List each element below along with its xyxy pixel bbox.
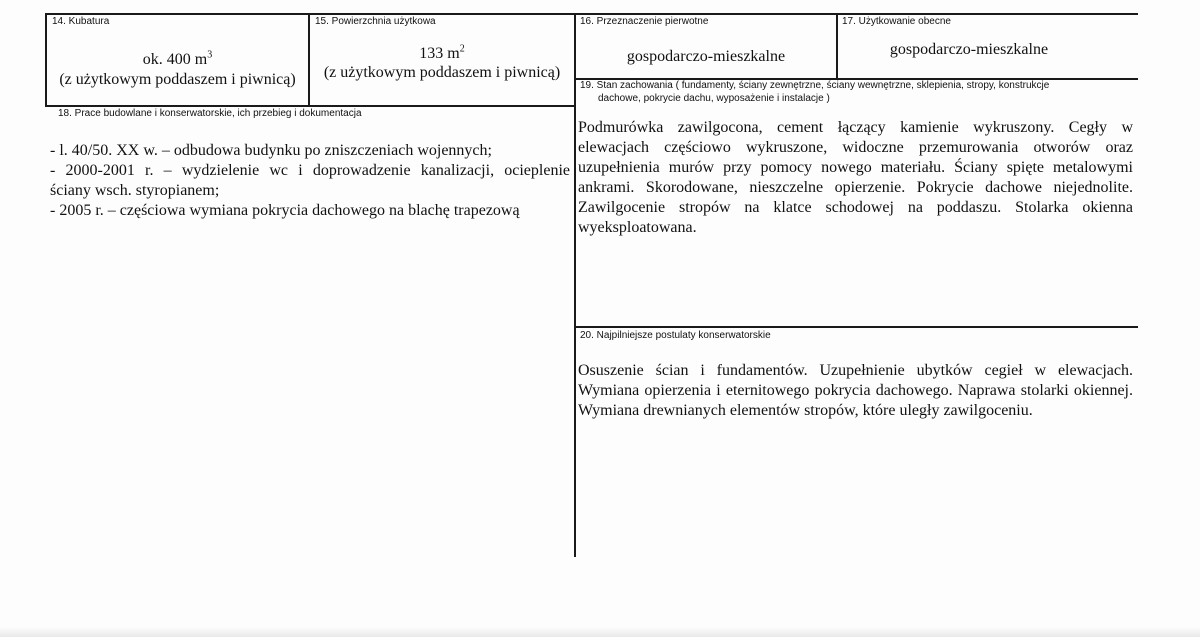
main-vertical-divider [574, 13, 576, 557]
prace-budowlane-label: 18. Prace budowlane i konserwatorskie, ich przebieg i dokumentacja [58, 108, 362, 119]
row-divider-14-18 [45, 105, 576, 107]
scan-bottom-edge [0, 627, 1200, 637]
prace-line-1: - l. 40/50. XX w. – odbudowa budynku po zniszczeniach wojennych; [50, 142, 492, 159]
postulaty-label: 20. Najpilniejsze postulaty konserwatorskie [580, 330, 771, 341]
prace-line-2: - 2000-2001 r. – wydzielenie wc i doprowadzenie kanalizacji, ocieplenie [50, 162, 570, 179]
uzytkowanie-label: 17. Użytkowanie obecne [842, 16, 951, 27]
kubatura-sup: 3 [207, 49, 213, 61]
prace-line-3: ściany wsch. styropianem; [50, 182, 220, 199]
stan-zachowania-label-1: 19. Stan zachowania ( fundamenty, ściany zewnętrzne, ściany wewnętrzne, sklepienia, stropy, konstrukcje [580, 80, 1050, 91]
kubatura-value [47, 50, 308, 70]
powierzchnia-main: 133 m [419, 45, 460, 62]
postulaty-text: Osuszenie ścian i fundamentów. Uzupełnienie ubytków cegieł w elewacjach. Wymiana opierzenia i eternitowego pokrycia dachowego. Naprawa stolarki okiennej. Wymiana drewnianych elementów stropów, które uległy zawilgoceniu. [578, 362, 1133, 419]
kubatura-label: 14. Kubatura [52, 16, 110, 27]
przeznaczenie-value: gospodarczo-mieszkalne [626, 48, 786, 65]
kubatura-main: ok. 400 m [142, 51, 208, 68]
powierzchnia-sup: 2 [459, 43, 465, 55]
przeznaczenie-label: 16. Przeznaczenie pierwotne [580, 16, 709, 27]
top-border [45, 13, 1138, 15]
kubatura-note: (z użytkowym poddaszem i piwnicą) [59, 71, 296, 88]
powierzchnia-label: 15. Powierzchnia użytkowa [315, 16, 436, 27]
uzytkowanie-value: gospodarczo-mieszkalne [889, 41, 1049, 58]
stan-zachowania-label-2: dachowe, pokrycie dachu, wyposażenie i instalacje ) [598, 93, 830, 104]
stan-zachowania-text: Podmurówka zawilgocona, cement łączący kamienie wykruszony. Cegły w elewacjach częściowo wykruszone, widoczne przemurowania otworów oraz uzupełnienia murów przy pomocy nowego materiału. Ściany spięte metalowymi ankrami. Skorodowane, nieszczelne opierzenie. Pokrycie dachowe niejednolite. Zawilgocenie stropów na klatce schodowej na poddaszu. Stolarka okienna wyeksploatowana. [578, 119, 1133, 236]
row-divider-19-20 [574, 326, 1138, 328]
prace-line-4: - 2005 r. – częściowa wymiana pokrycia dachowego na blachę trapezową [50, 202, 520, 219]
powierzchnia-value [310, 44, 574, 64]
powierzchnia-note: (z użytkowym poddaszem i piwnicą) [323, 64, 561, 81]
